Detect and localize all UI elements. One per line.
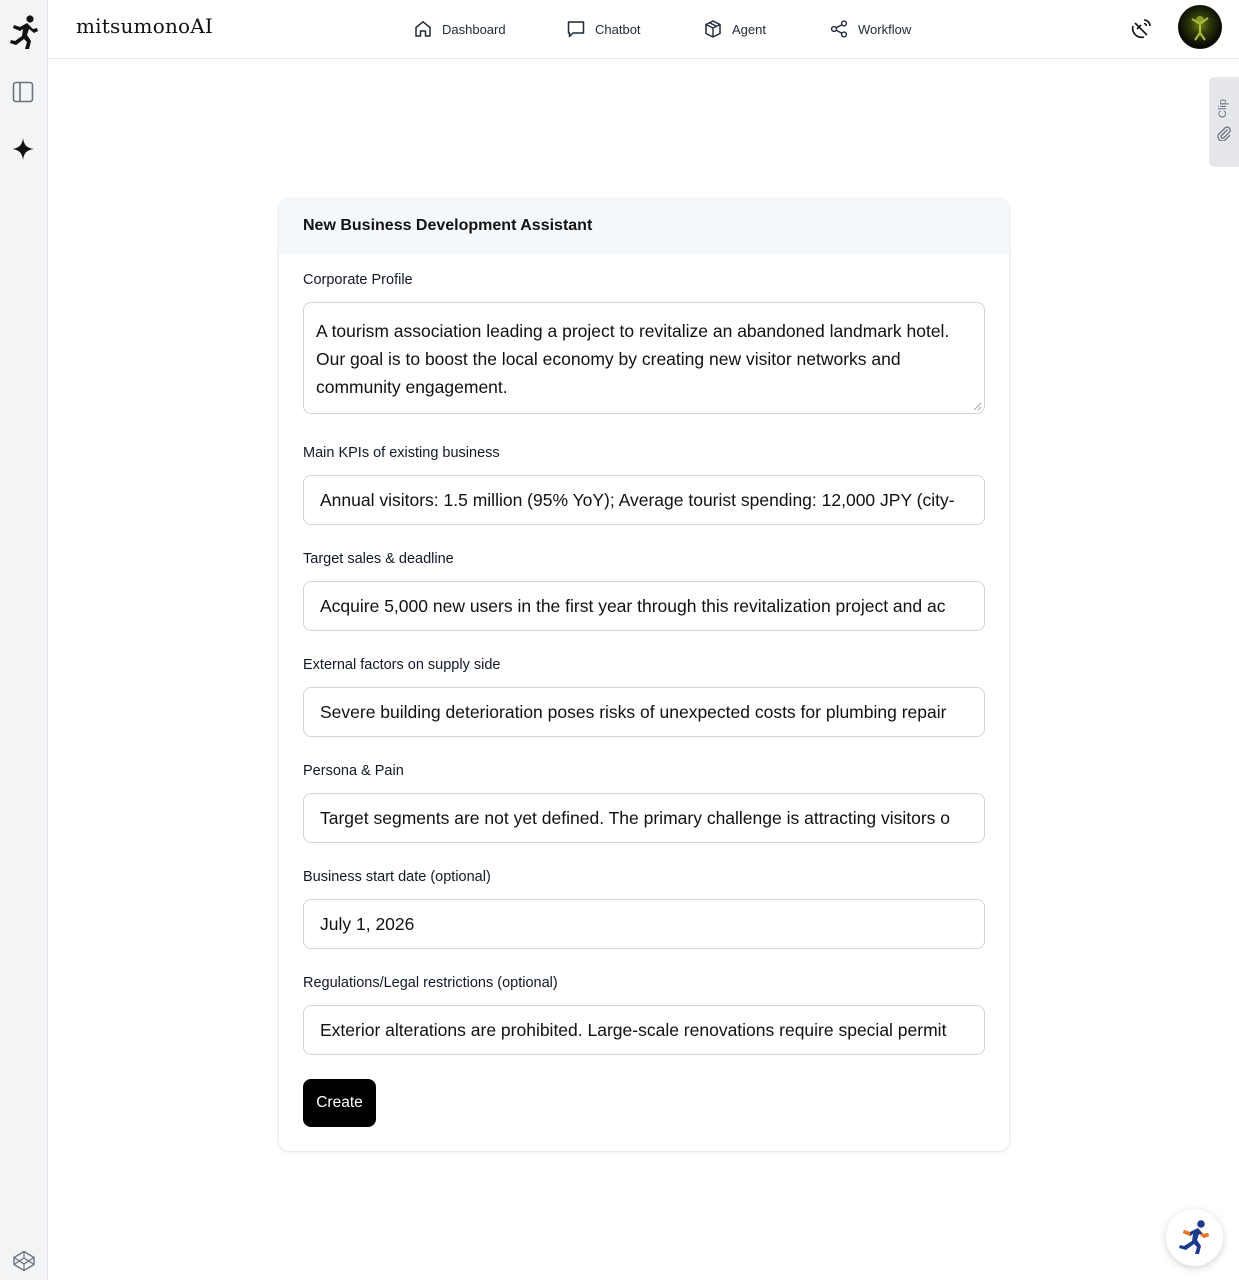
regulations-label: Regulations/Legal restrictions (optional) bbox=[303, 975, 558, 991]
corporate-profile-label: Corporate Profile bbox=[303, 272, 413, 288]
corporate-profile-value: A tourism association leading a project to revitalize an abandoned landmark hotel. Our goal is to boost the local economy by creating new visitor networks and community engagement. bbox=[316, 321, 950, 397]
kpis-input[interactable]: Annual visitors: 1.5 million (95% YoY); Average tourist spending: 12,000 JPY (city- bbox=[303, 475, 985, 525]
start-date-input[interactable]: July 1, 2026 bbox=[303, 899, 985, 949]
sparkle-icon[interactable] bbox=[11, 137, 35, 161]
form-title: New Business Development Assistant bbox=[303, 217, 593, 234]
business-form-card bbox=[279, 199, 1009, 1151]
home-icon bbox=[413, 19, 433, 39]
share-nodes-icon bbox=[829, 19, 849, 39]
nav-chatbot-label: Chatbot bbox=[595, 21, 641, 37]
package-icon bbox=[703, 19, 723, 39]
create-button[interactable]: Create bbox=[303, 1079, 376, 1127]
card-header bbox=[279, 199, 1009, 254]
nav-agent[interactable] bbox=[703, 0, 766, 58]
codepen-cube-icon[interactable] bbox=[12, 1250, 36, 1272]
satellite-radar-icon[interactable] bbox=[1128, 16, 1154, 42]
assistant-fab[interactable] bbox=[1166, 1209, 1223, 1266]
external-factors-label: External factors on supply side bbox=[303, 657, 501, 673]
sidebar bbox=[0, 0, 48, 1280]
nav-workflow[interactable] bbox=[829, 0, 911, 58]
external-factors-input[interactable]: Severe building deterioration poses risks of unexpected costs for plumbing repair bbox=[303, 687, 985, 737]
target-input[interactable]: Acquire 5,000 new users in the first year through this revitalization project and ac bbox=[303, 581, 985, 631]
nav-workflow-label: Workflow bbox=[858, 21, 912, 37]
runner-logo-icon[interactable] bbox=[8, 14, 40, 50]
persona-label: Persona & Pain bbox=[303, 763, 404, 779]
nav-chatbot[interactable] bbox=[566, 0, 641, 58]
chat-bubble-icon bbox=[566, 19, 586, 39]
runner-mascot-icon bbox=[1176, 1218, 1214, 1256]
start-date-label: Business start date (optional) bbox=[303, 869, 491, 885]
paperclip-icon bbox=[1216, 125, 1232, 141]
user-avatar[interactable] bbox=[1178, 5, 1222, 49]
clip-label: Clip bbox=[1217, 99, 1229, 118]
brand-name[interactable]: mitsumonoAI bbox=[76, 14, 214, 38]
nav-dashboard-label: Dashboard bbox=[442, 21, 506, 37]
clip-side-tab[interactable] bbox=[1209, 77, 1239, 167]
nav-dashboard[interactable] bbox=[413, 0, 506, 58]
kpis-label: Main KPIs of existing business bbox=[303, 445, 500, 461]
avatar-figure-icon bbox=[1178, 5, 1222, 49]
persona-input[interactable]: Target segments are not yet defined. The primary challenge is attracting visitors o bbox=[303, 793, 985, 843]
target-label: Target sales & deadline bbox=[303, 551, 454, 567]
top-header bbox=[48, 0, 1239, 59]
corporate-profile-textarea[interactable] bbox=[303, 302, 985, 414]
regulations-input[interactable]: Exterior alterations are prohibited. Large-scale renovations require special permit bbox=[303, 1005, 985, 1055]
sidebar-toggle-icon[interactable] bbox=[12, 81, 34, 103]
resize-grip-icon[interactable] bbox=[973, 402, 982, 411]
nav-agent-label: Agent bbox=[732, 21, 766, 37]
